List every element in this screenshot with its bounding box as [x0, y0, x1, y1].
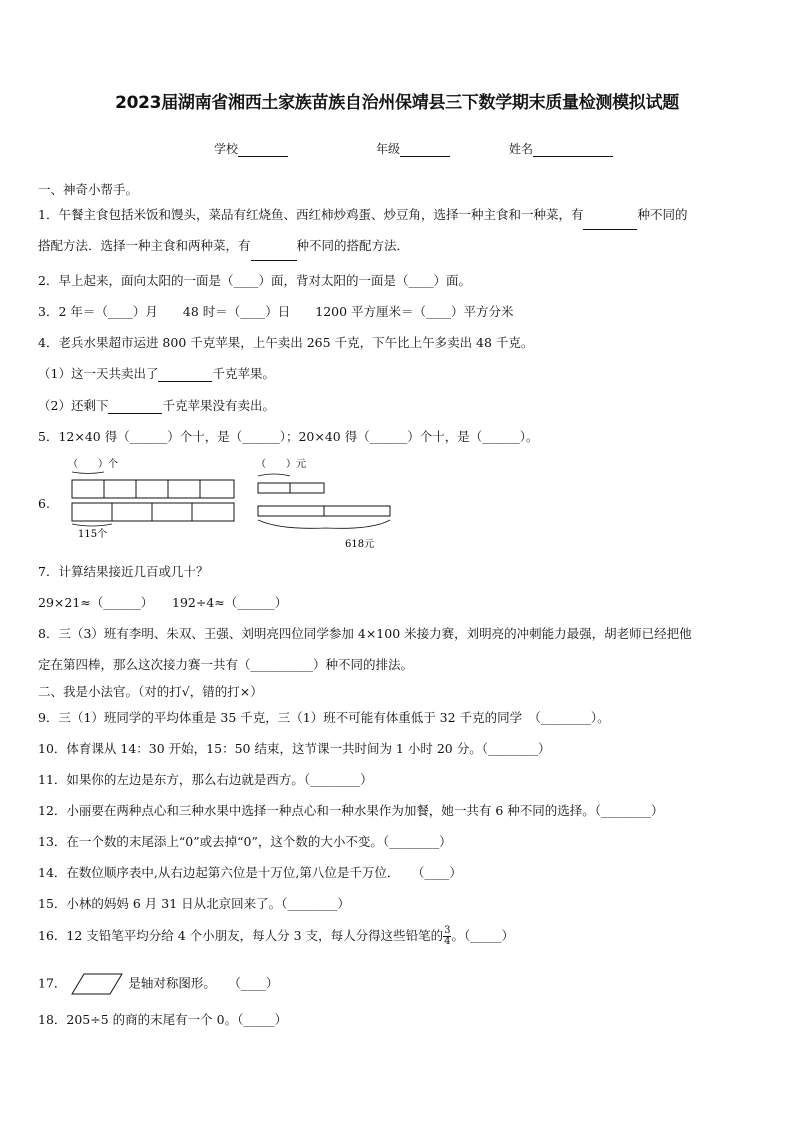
- q17-parallelogram-icon: [70, 973, 124, 995]
- q6-top-left-label: （ ）个: [68, 459, 118, 470]
- question-15: 15．小林的妈妈 6 月 31 日从北京回来了。（________）: [38, 896, 350, 911]
- q16-text-a: 16．12 支铅笔平均分给 4 个小朋友，每人分 3 支，每人分得这些铅笔的: [38, 928, 444, 943]
- question-8-line1: 8．三（3）班有李明、朱双、王强、刘明亮四位同学参加 4×100 米接力赛，刘明亮的冲刺能力最强，胡老师已经把他: [38, 626, 692, 641]
- q6-top-right-label: （ ）元: [256, 459, 306, 470]
- q1-text-b: 种不同的: [637, 207, 688, 222]
- school-field: [214, 140, 288, 157]
- q6-right-bottom-spacer: [390, 506, 398, 516]
- question-7: 7．计算结果接近几百或几十？: [38, 564, 209, 579]
- question-8-line2: 定在第四棒，那么这次接力赛一共有（__________）种不同的排法。: [38, 657, 414, 672]
- q6-bottom-cell: [112, 503, 152, 521]
- question-10: 10．体育课从 14：30 开始，15：50 结束，这节课一共时间为 1 小时 20 分。（________）: [38, 741, 551, 756]
- question-13: 13．在一个数的末尾添上“0”或去掉“0”，这个数的大小不变。（________）: [38, 834, 452, 849]
- question-12: 12．小丽要在两种点心和三种水果中选择一种点心和一种水果作为加餐，她一共有 6 种不同的选择。（________）: [38, 803, 664, 818]
- q6-top-right-brace: [258, 474, 290, 476]
- q6-bottom-left-brace: [72, 524, 112, 526]
- question-4: 4．老兵水果超市运进 800 千克苹果，上午卖出 265 千克，下午比上午多卖出 48 千克。: [38, 335, 534, 350]
- q6-right-bottom-cell: [324, 506, 390, 516]
- q6-bottom-cell: [72, 503, 112, 521]
- grade-blank[interactable]: [400, 144, 450, 157]
- q6-right-top-cell: [258, 483, 290, 493]
- q6-top-cell: [136, 480, 168, 498]
- q6-top-cell: [104, 480, 136, 498]
- q1-blank-1[interactable]: [583, 217, 637, 230]
- q6-bottom-right-brace: [258, 520, 390, 528]
- q1-text-d: 种不同的搭配方法．: [296, 238, 410, 253]
- question-7-calc: 29×21≈（______） 192÷4≈（______）: [38, 595, 288, 610]
- q1-text-c: 搭配方法．选择一种主食和两种菜，有: [38, 238, 251, 253]
- name-blank[interactable]: [533, 144, 613, 157]
- q6-top-cell: [200, 480, 234, 498]
- q4-2-blank[interactable]: [108, 401, 162, 414]
- q6-bottom-left-label: 115个: [78, 529, 108, 540]
- q4-2-text-a: （2）还剩下: [38, 398, 109, 413]
- question-14: 14．在数位顺序表中,从右边起第六位是十万位,第八位是千万位． （____）: [38, 865, 462, 880]
- question-11: 11．如果你的左边是东方，那么右边就是西方。（________）: [38, 772, 373, 787]
- exam-title: 2023届湖南省湘西土家族苗族自治州保靖县三下数学期末质量检测模拟试题: [115, 93, 679, 113]
- q6-top-cell: [168, 480, 200, 498]
- question-5: 5．12×40 得（______）个十，是（______）；20×40 得（______）个十，是（______）。: [38, 429, 539, 444]
- q17-text: 是轴对称图形。 （____）: [128, 975, 279, 991]
- grade-label: 年级: [376, 142, 401, 156]
- question-6-number: 6.: [38, 496, 50, 511]
- q1-text-a: 1．午餐主食包括米饭和馒头，菜品有红烧鱼、西红柿炒鸡蛋、炒豆角，选择一种主食和一种菜，有: [38, 207, 584, 222]
- q16-text-b: 。（_____）: [451, 928, 514, 943]
- q1-blank-2[interactable]: [251, 248, 297, 261]
- section1-heading: 一、神奇小帮手。: [38, 182, 139, 197]
- name-label: 姓名: [509, 142, 534, 156]
- question-4-2: [38, 396, 275, 414]
- school-blank[interactable]: [238, 144, 288, 157]
- school-label: 学校: [214, 142, 239, 156]
- question-4-1: [38, 364, 275, 382]
- question-18: 18．205÷5 的商的末尾有一个 0。（_____）: [38, 1012, 288, 1027]
- question-2: 2．早上起来，面向太阳的一面是（____）面，背对太阳的一面是（____）面。: [38, 273, 471, 288]
- question-1: [38, 199, 760, 261]
- q16-numerator: 3: [444, 925, 451, 936]
- question-16: [38, 926, 514, 947]
- q6-right-bottom-cell: [258, 506, 324, 516]
- q16-denominator: 4: [444, 936, 451, 947]
- section2-heading: 二、我是小法官。（对的打√，错的打×）: [38, 684, 263, 699]
- q6-bottom-cell: [152, 503, 192, 521]
- q17-number: 17．: [38, 975, 67, 991]
- q6-top-left-brace: [72, 472, 104, 474]
- q6-bottom-cell: [192, 503, 234, 521]
- question-17: [38, 973, 278, 995]
- name-field: [509, 140, 613, 157]
- q6-right-top-cell: [290, 483, 324, 493]
- q4-1-blank[interactable]: [158, 369, 212, 382]
- q6-bar-diagram: [60, 452, 400, 552]
- q4-1-text-a: （1）这一天共卖出了: [38, 366, 159, 381]
- q4-2-text-b: 千克苹果没有卖出。: [162, 398, 275, 413]
- grade-field: [376, 140, 450, 157]
- question-9: 9．三（1）班同学的平均体重是 35 千克，三（1）班不可能有体重低于 32 千克的同学 （________）。: [38, 710, 610, 725]
- question-3: 3．2 年＝（____）月 48 时＝（____）日 1200 平方厘米＝（____）平方分米: [38, 304, 514, 319]
- q4-1-text-b: 千克苹果。: [212, 366, 275, 381]
- q6-bottom-right-label: 618元: [345, 539, 375, 550]
- q6-top-cell: [72, 480, 104, 498]
